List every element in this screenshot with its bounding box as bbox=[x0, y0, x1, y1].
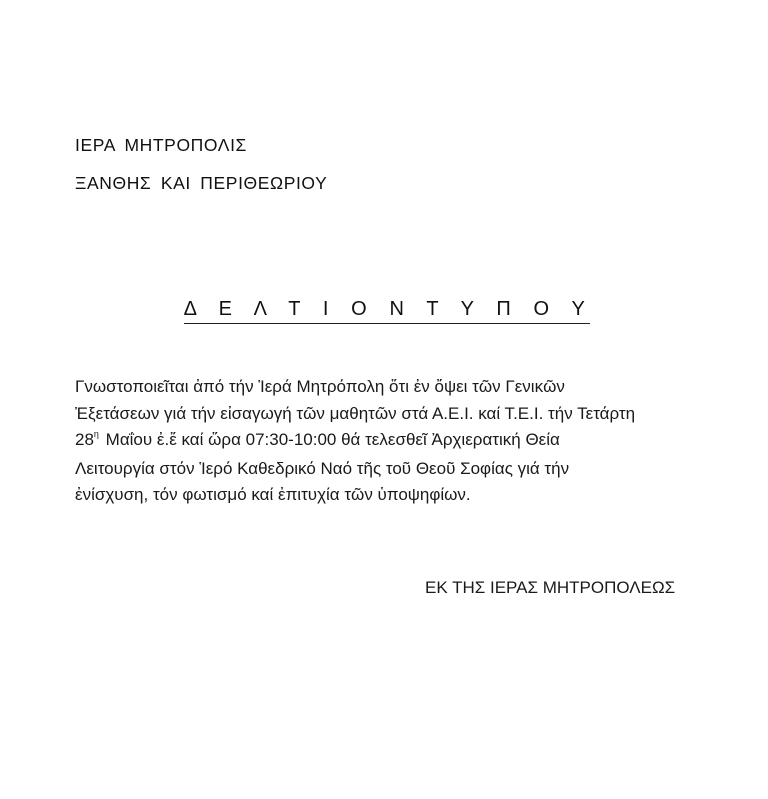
issuer-header bbox=[75, 126, 327, 202]
date-details: Μαΐου ἐ.ἔ καί ὥρα 07:30-10:00 θά τελεσθεῖ Ἀρχιερατική Θεία bbox=[100, 430, 560, 449]
ordinal-suffix: η bbox=[93, 429, 99, 439]
body-line bbox=[75, 427, 715, 456]
body-line: Γνωστοποιεῖται ἀπό τήν Ἱερά Μητρόπολη ὅτι ἐν ὄψει τῶν Γενικῶν bbox=[75, 377, 565, 396]
body-line: Ἐξετάσεων γιά τήν εἰσαγωγή τῶν μαθητῶν στά Α.Ε.Ι. καί Τ.Ε.Ι. τήν Τετάρτη bbox=[75, 403, 636, 423]
issuer-name: ΙΕΡΑ ΜΗΤΡΟΠΟΛΙΣ bbox=[75, 135, 247, 155]
press-release-heading: Δ Ε Λ Τ Ι Ο Ν Τ Υ Π Ο Υ bbox=[184, 298, 591, 324]
announcement-body bbox=[75, 374, 715, 509]
issuer-region: ΞΑΝΘΗΣ ΚΑΙ ΠΕΡΙΘΕΩΡΙΟΥ bbox=[75, 173, 328, 193]
document-title bbox=[0, 298, 768, 324]
signature-line: ΕΚ ΤΗΣ ΙΕΡΑΣ ΜΗΤΡΟΠΟΛΕΩΣ bbox=[425, 578, 676, 597]
body-line: ἐνίσχυση, τόν φωτισμό καί ἐπιτυχία τῶν ὑποψηφίων. bbox=[75, 485, 471, 504]
date-day: 28 bbox=[75, 430, 94, 449]
body-line: Λειτουργία στόν Ἱερό Καθεδρικό Ναό τῆς τοῦ Θεοῦ Σοφίας γιά τήν bbox=[75, 458, 570, 478]
